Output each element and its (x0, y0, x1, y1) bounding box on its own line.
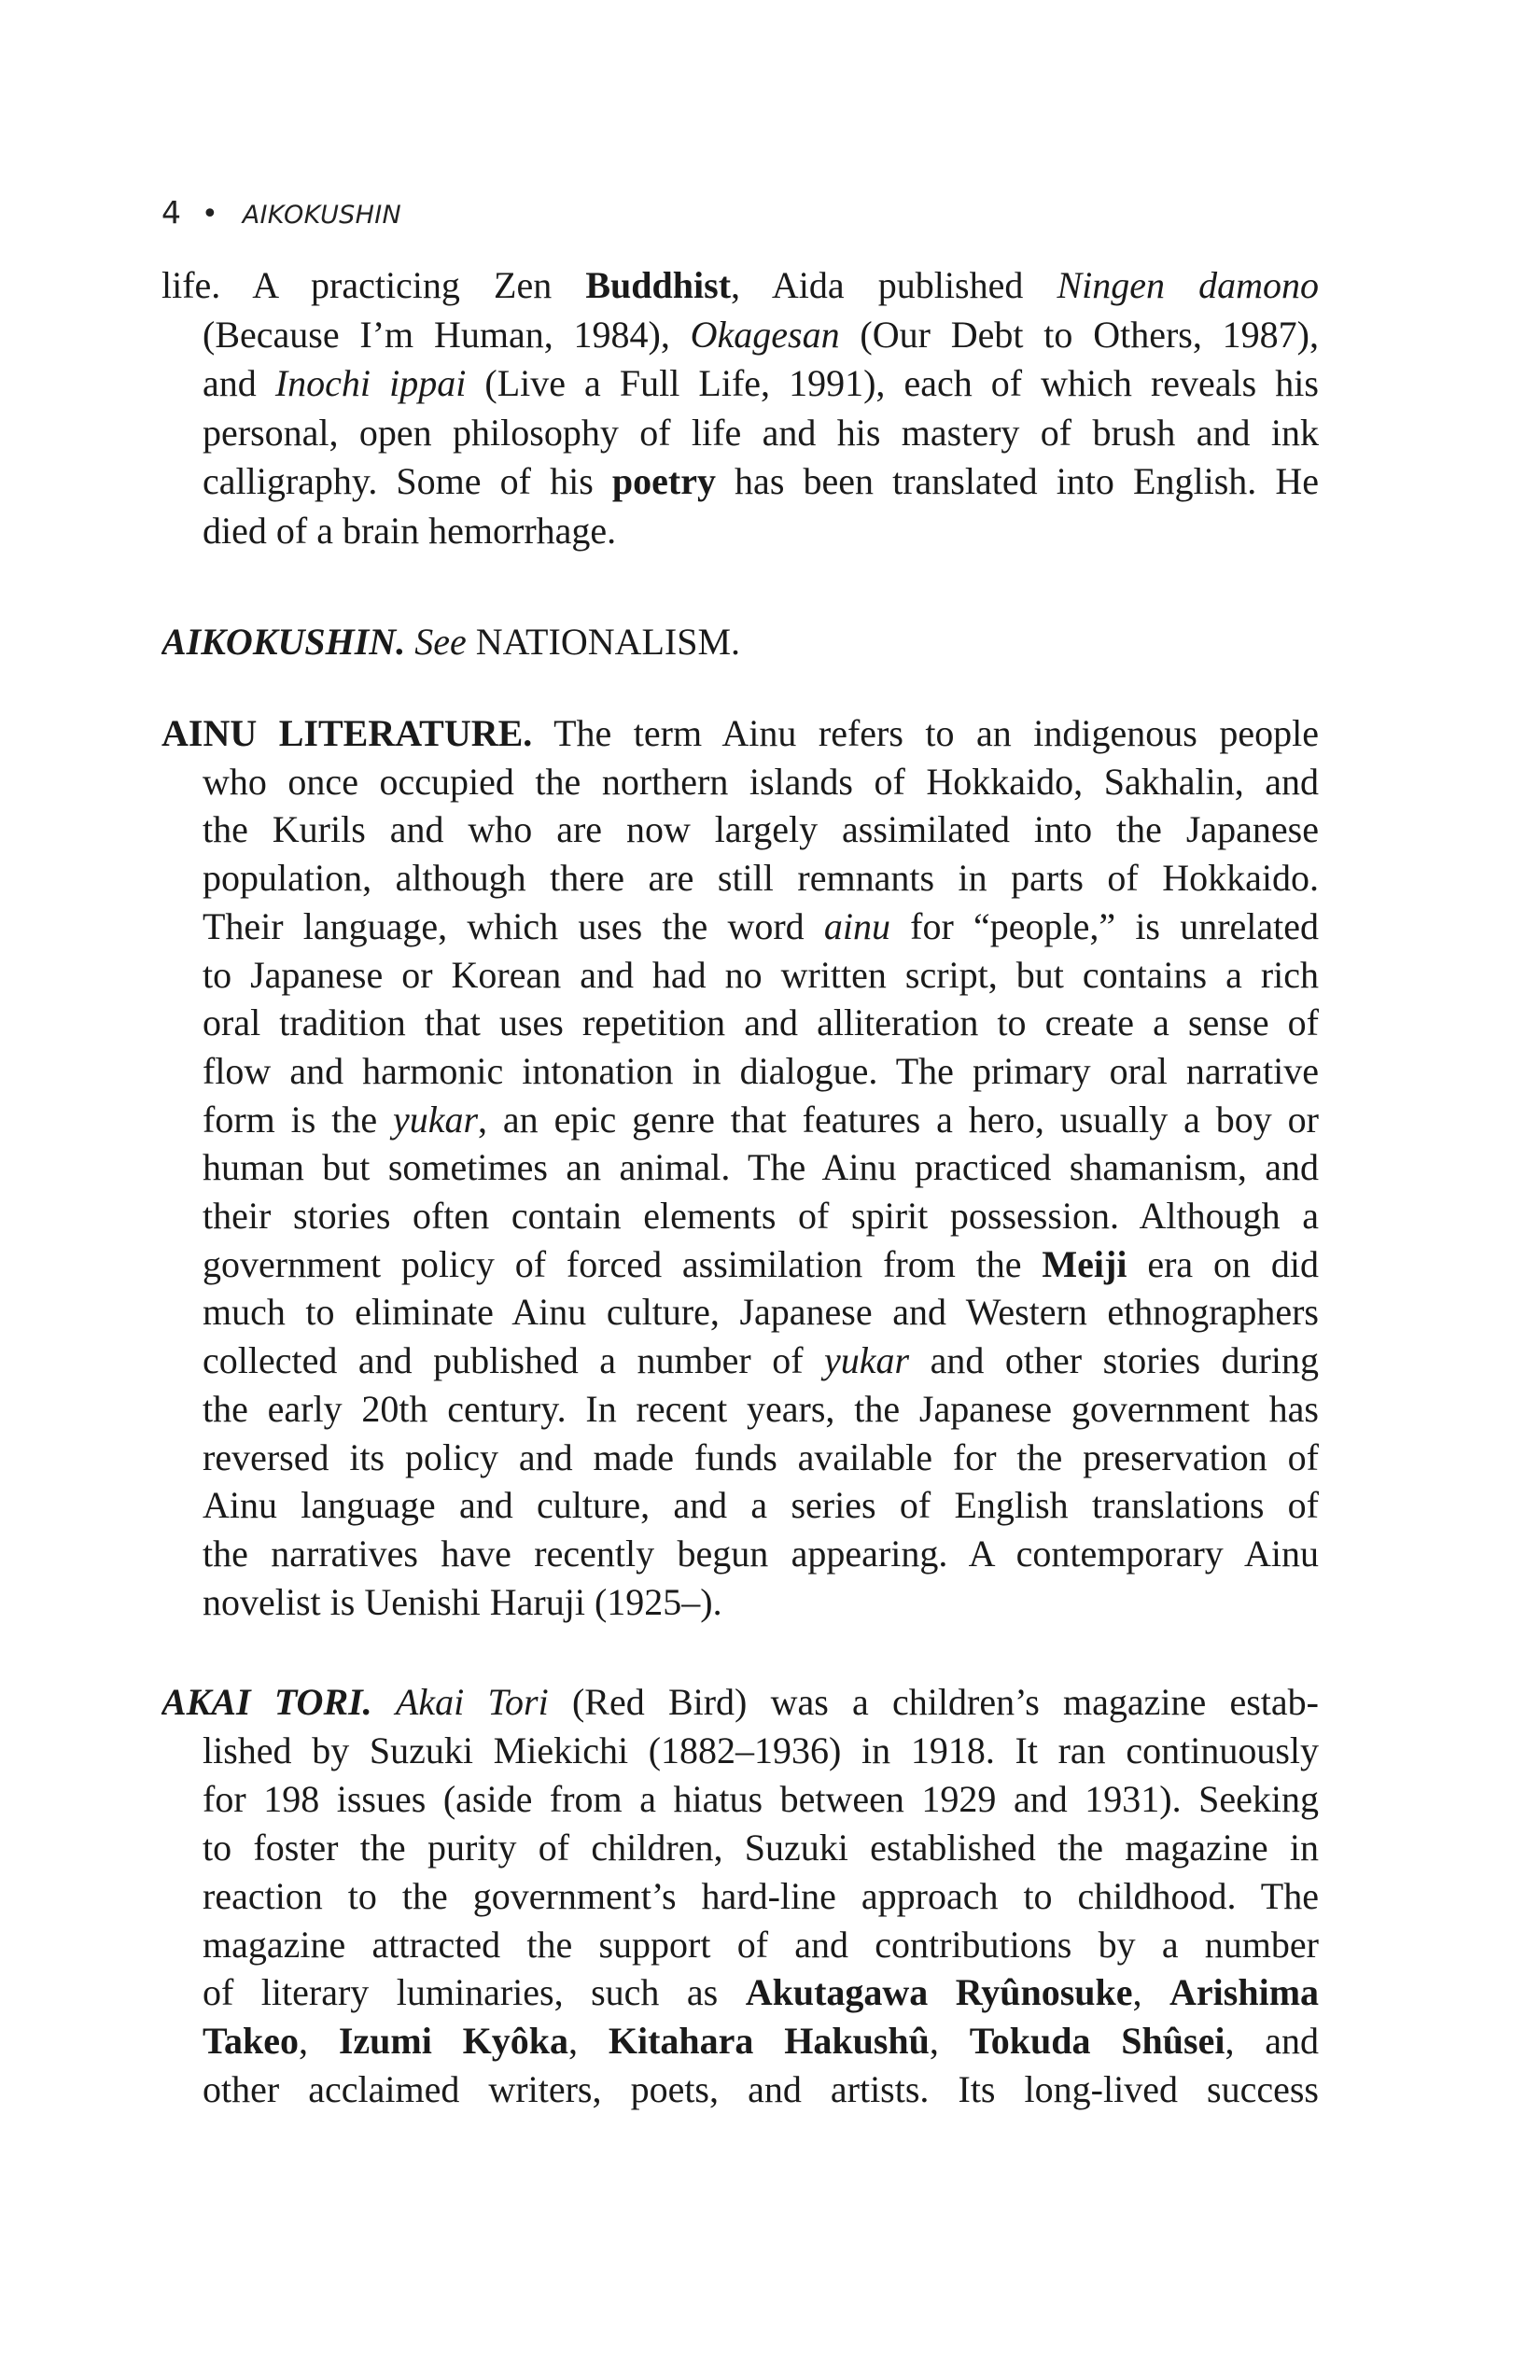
text-run: reversed its policy and made funds available for the preservation of (203, 1435, 1319, 1478)
text-line (161, 618, 1319, 666)
text-line (203, 1824, 1319, 1872)
text-line (203, 1530, 1319, 1578)
text-line (203, 457, 1319, 506)
text-run: , (1132, 1971, 1170, 2014)
text-run: has been translated into English. He (715, 460, 1319, 503)
text-line (161, 261, 1319, 310)
text-run: much to eliminate Ainu culture, Japanese and Western ethnographers (203, 1291, 1319, 1334)
text-line (203, 1047, 1319, 1096)
italic-term: yukar (392, 1098, 479, 1141)
text-run: calligraphy. Some of his (203, 460, 612, 503)
text-line (203, 507, 1319, 555)
text-run: Ainu language and culture, and a series of English translations of (203, 1484, 1319, 1527)
page-number: 4 (161, 194, 181, 231)
text-run: form is the (203, 1098, 393, 1141)
text-run (405, 621, 414, 663)
cross-reference: Kitahara Hakushû (608, 2020, 930, 2063)
text-run: (Live a Full Life, 1991), each of which reveals his (466, 362, 1319, 405)
italic-term: See (414, 621, 467, 663)
text-run: and (203, 362, 275, 405)
text-run: (Because I’m Human, 1984), (203, 313, 691, 356)
text-run: and other stories during (909, 1339, 1319, 1382)
text-run: oral tradition that uses repetition and alliteration to create a sense of (203, 1001, 1319, 1044)
text-run: for 198 issues (aside from a hiatus between 1929 and 1931). Seeking (203, 1777, 1319, 1820)
cross-reference: Akutagawa Ryûnosuke (745, 1971, 1133, 2014)
text-run: (Red Bird) was a children’s magazine estab- (548, 1681, 1319, 1723)
text-run: the early 20th century. In recent years, the Japanese government has (203, 1387, 1319, 1430)
text-run: other acclaimed writers, poets, and artists. Its long-lived success (203, 2068, 1319, 2111)
text-line (203, 1096, 1319, 1144)
cross-reference: Meiji (1042, 1242, 1127, 1285)
cross-reference: Arishima (1169, 1971, 1319, 2014)
cross-reference: poetry (611, 460, 716, 503)
text-line (203, 1775, 1319, 1824)
text-line (203, 1921, 1319, 1969)
text-line (203, 854, 1319, 903)
text-line (203, 1481, 1319, 1530)
text-line (203, 1143, 1319, 1192)
text-line (203, 1240, 1319, 1289)
text-run: (Our Debt to Others, 1987), (839, 313, 1319, 356)
text-line (203, 1434, 1319, 1482)
text-run: NATIONALISM. (466, 621, 741, 663)
text-run: lished by Suzuki Miekichi (1882–1936) in 1918. It ran continuously (203, 1729, 1319, 1771)
text-run: to foster the purity of children, Suzuki established the magazine in (203, 1826, 1319, 1869)
text-run: to Japanese or Korean and had no written script, but contains a rich (203, 953, 1319, 996)
text-line (203, 903, 1319, 951)
text-line (161, 1678, 1319, 1727)
running-title: AIKOKUSHIN (242, 201, 401, 230)
text-line (203, 758, 1319, 806)
text-run: , (929, 2020, 970, 2063)
text-line (203, 1385, 1319, 1434)
italic-term: Ningen damono (1057, 264, 1319, 306)
headword: AINU LITERATURE. (161, 712, 533, 754)
bullet-separator: • (202, 198, 218, 231)
text-line (203, 999, 1319, 1047)
text-line (203, 409, 1319, 457)
text-run: novelist is Uenishi Haruji (1925–). (203, 1580, 722, 1623)
text-run: magazine attracted the support of and contributions by a number (203, 1923, 1319, 1966)
text-line (203, 1872, 1319, 1921)
text-run: human but sometimes an animal. The Ainu practiced shamanism, and (203, 1146, 1319, 1189)
text-run: reaction to the government’s hard-line approach to childhood. The (203, 1874, 1319, 1917)
cross-reference: Takeo (203, 2020, 300, 2063)
text-run: , (568, 2020, 609, 2063)
text-run: Their language, which uses the word (203, 904, 824, 947)
text-run: , and (1225, 2020, 1319, 2063)
text-run: era on did (1127, 1242, 1319, 1285)
italic-term: Akai Tori (395, 1681, 549, 1723)
text-run: their stories often contain elements of spirit possession. Although a (203, 1195, 1319, 1237)
text-run: who once occupied the northern islands of Hokkaido, Sakhalin, and (203, 760, 1319, 803)
text-run: population, although there are still remnants in parts of Hokkaido. (203, 857, 1319, 900)
text-run: , (299, 2020, 339, 2063)
text-line (203, 2065, 1319, 2114)
italic-term: Okagesan (690, 313, 840, 356)
italic-term: ainu (823, 904, 890, 947)
text-line (203, 1192, 1319, 1240)
text-run: the narratives have recently begun appearing. A contemporary Ainu (203, 1532, 1319, 1575)
text-line (203, 1578, 1319, 1627)
text-run: of literary luminaries, such as (203, 1971, 746, 2014)
text-line (203, 311, 1319, 359)
text-run: The term Ainu refers to an indigenous people (532, 712, 1319, 754)
text-run: personal, open philosophy of life and his mastery of brush and ink (203, 411, 1319, 454)
headword: AKAI TORI. (161, 1681, 372, 1723)
text-run: life. A practicing Zen (161, 264, 586, 306)
text-run: flow and harmonic intonation in dialogue. The primary oral narrative (203, 1049, 1319, 1092)
text-run: the Kurils and who are now largely assimilated into the Japanese (203, 808, 1319, 851)
text-run (372, 1681, 396, 1723)
cross-reference: Buddhist (585, 264, 732, 306)
text-run: died of a brain hemorrhage. (203, 510, 617, 552)
text-line (203, 359, 1319, 408)
text-run: , Aida published (731, 264, 1057, 306)
text-line (203, 1337, 1319, 1385)
text-line (203, 805, 1319, 854)
text-line (203, 1968, 1319, 2017)
text-line (203, 2017, 1319, 2065)
text-run: government policy of forced assimilation from the (203, 1242, 1043, 1285)
cross-reference: Izumi Kyôka (338, 2020, 569, 2063)
cross-reference: Tokuda Shûsei (969, 2020, 1225, 2063)
text-line (203, 951, 1319, 1000)
text-line (203, 1727, 1319, 1775)
text-line (161, 709, 1319, 758)
text-run: for “people,” is unrelated (889, 904, 1319, 947)
text-line (203, 1288, 1319, 1337)
text-run: , an epic genre that features a hero, usually a boy or (478, 1098, 1319, 1141)
text-run: collected and published a number of (203, 1339, 825, 1382)
italic-term: yukar (824, 1339, 910, 1382)
headword: AIKOKUSHIN. (161, 621, 406, 663)
italic-term: Inochi ippai (274, 362, 467, 405)
